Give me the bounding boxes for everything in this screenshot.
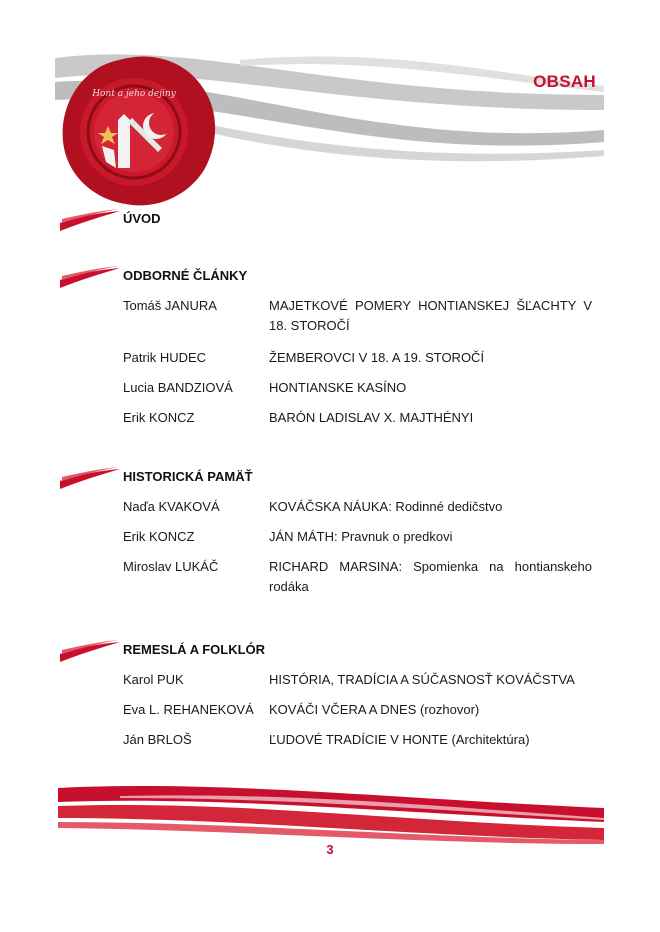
toc-entry[interactable] xyxy=(60,378,600,398)
red-swoosh-icon xyxy=(60,465,120,491)
toc-entry[interactable] xyxy=(60,408,600,428)
entry-article: KOVÁČSKA NÁUKA: Rodinné dedičstvo xyxy=(269,499,503,514)
section-title: ÚVOD xyxy=(123,211,161,226)
toc-entry[interactable] xyxy=(60,730,600,750)
entry-article: KOVÁČI VČERA A DNES (rozhovor) xyxy=(269,702,480,717)
section-heading xyxy=(60,638,600,664)
page-number: 3 xyxy=(326,842,334,857)
entry-article: JÁN MÁTH: Pravnuk o predkovi xyxy=(269,529,453,544)
entry-article: ŽEMBEROVCI V 18. A 19. STOROČÍ xyxy=(269,350,485,365)
toc-entry[interactable] xyxy=(60,557,600,597)
entry-article: RICHARD MARSINA: Spomienka na hontianskeho rodáka xyxy=(269,559,592,594)
entry-author: Erik KONCZ xyxy=(123,529,195,544)
section-remesla-a-folklor xyxy=(60,638,600,750)
section-title: HISTORICKÁ PAMÄŤ xyxy=(123,469,253,484)
entry-author: Naďa KVAKOVÁ xyxy=(123,499,220,514)
entry-article: HONTIANSKE KASÍNO xyxy=(269,380,407,395)
entry-author: Lucia BANDZIOVÁ xyxy=(123,380,233,395)
entry-author: Ján BRLOŠ xyxy=(123,732,192,747)
section-title: REMESLÁ A FOLKLÓR xyxy=(123,642,266,657)
red-swoosh-icon xyxy=(60,207,120,233)
entry-author: Eva L. REHANEKOVÁ xyxy=(123,702,254,717)
red-swoosh-icon xyxy=(60,264,120,290)
toc-entry[interactable] xyxy=(60,497,600,517)
toc-entry[interactable] xyxy=(60,296,600,336)
toc-entry[interactable] xyxy=(60,527,600,547)
toc-entry[interactable] xyxy=(60,670,600,690)
entry-author: Patrik HUDEC xyxy=(123,350,207,365)
entry-article: BARÓN LADISLAV X. MAJTHÉNYI xyxy=(269,410,474,425)
seal-text: Hont a jeho dejiny xyxy=(92,89,176,99)
entry-article: HISTÓRIA, TRADÍCIA A SÚČASNOSŤ KOVÁČSTVA xyxy=(269,672,575,687)
section-heading xyxy=(60,264,600,290)
entry-author: Erik KONCZ xyxy=(123,410,195,425)
entry-article: ĽUDOVÉ TRADÍCIE V HONTE (Architektúra) xyxy=(269,732,530,747)
red-swoosh-icon xyxy=(60,638,120,664)
toc-entry[interactable] xyxy=(60,700,600,720)
section-historicka-pamat xyxy=(60,465,600,597)
section-title: ODBORNÉ ČLÁNKY xyxy=(123,268,248,283)
page-title: OBSAH xyxy=(533,72,596,91)
entry-author: Tomáš JANURA xyxy=(123,298,217,313)
section-heading xyxy=(60,207,600,233)
entry-article: MAJETKOVÉ POMERY HONTIANSKEJ ŠĽACHTY V 18. STOROČÍ xyxy=(269,298,592,333)
toc-entry[interactable] xyxy=(60,348,600,368)
wax-seal-logo xyxy=(58,50,228,220)
section-odborne-clanky xyxy=(60,264,600,428)
section-heading xyxy=(60,465,600,491)
entry-author: Karol PUK xyxy=(123,672,184,687)
section-uvod xyxy=(60,207,600,233)
entry-author: Miroslav LUKÁČ xyxy=(123,559,219,574)
